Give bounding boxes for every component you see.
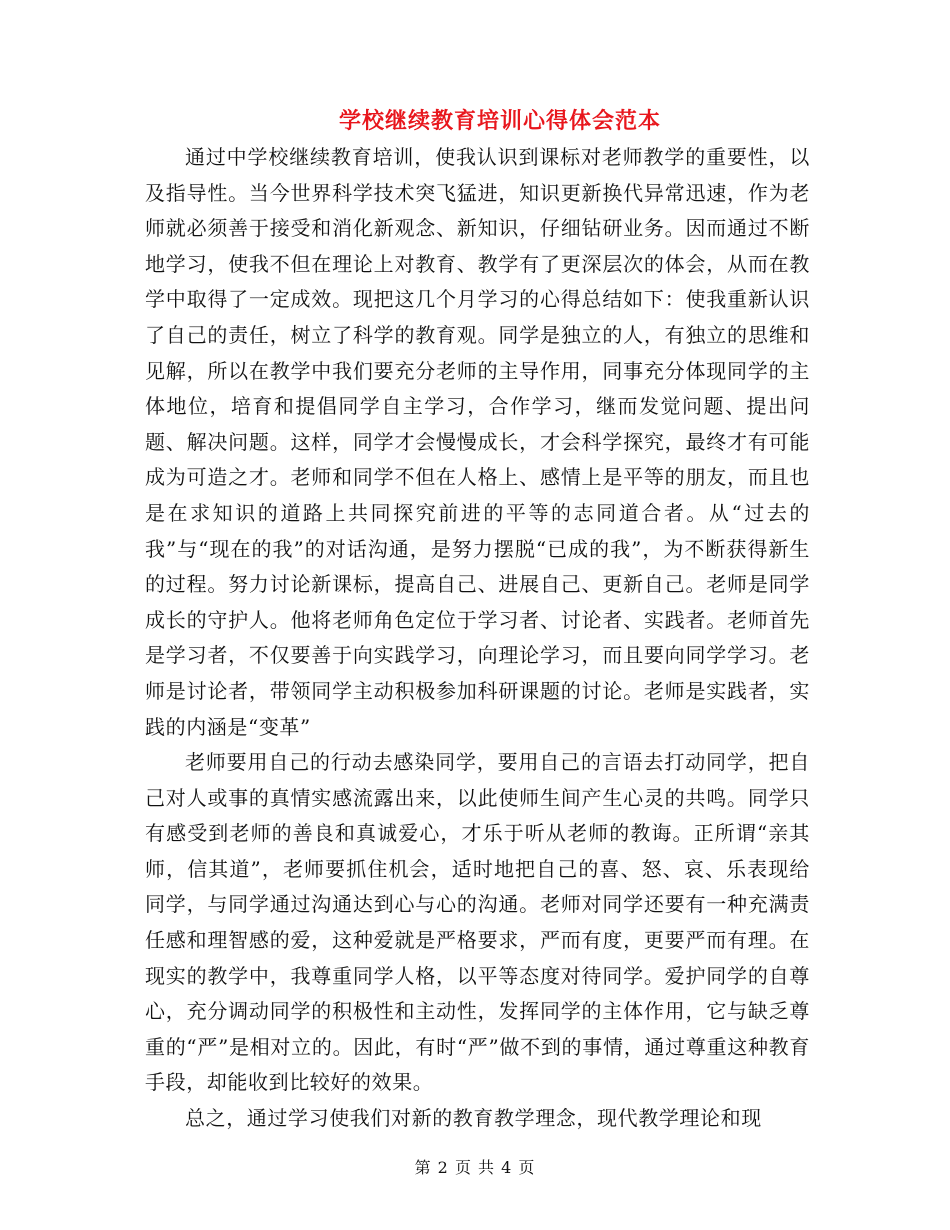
document-body (145, 140, 810, 1137)
paragraph-1: 通过中学校继续教育培训，使我认识到课标对老师教学的重要性，以及指导性。当今世界科学技术突飞猛进，知识更新换代异常迅速，作为老师就必须善于接受和消化新观念、新知识，仔细钻研业务。因而通过不断地学习，使我不但在理论上对教育、教学有了更深层次的体会，从而在教学中取得了一定成效。现把这几个月学习的心得总结如下：使我重新认识了自己的责任，树立了科学的教育观。同学是独立的人，有独立的思维和见解，所以在教学中我们要充分老师的主导作用，同事充分体现同学的主体地位，培育和提倡同学自主学习，合作学习，继而发觉问题、提出问题、解决问题。这样，同学才会慢慢成长，才会科学探究，最终才有可能成为可造之才。老师和同学不但在人格上、感情上是平等的朋友，而且也是在求知识的道路上共同探究前进的平等的志同道合者。从“过去的我”与“现在的我”的对话沟通，是努力摆脱“已成的我”，为不断获得新生的过程。努力讨论新课标，提高自己、进展自己、更新自己。老师是同学成长的守护人。他将老师角色定位于学习者、讨论者、实践者。老师首先是学习者，不仅要善于向实践学习，向理论学习，而且要向同学学习。老师是讨论者，带领同学主动积极参加科研课题的讨论。老师是实践者，实践的内涵是“变革” (145, 145, 810, 739)
page-number-footer: 第 2 页 共 4 页 (414, 1158, 536, 1177)
paragraph-2: 老师要用自己的行动去感染同学，要用自己的言语去打动同学，把自己对人或事的真情实感流露出来，以此使师生间产生心灵的共鸣。同学只有感受到老师的善良和真诚爱心，才乐于听从老师的教诲。正所谓“亲其师，信其道”，老师要抓住机会，适时地把自己的喜、怒、哀、乐表现给同学，与同学通过沟通达到心与心的沟通。老师对同学还要有一种充满责任感和理智感的爱，这种爱就是严格要求，严而有度，更要严而有理。在现实的教学中，我尊重同学人格，以平等态度对待同学。爱护同学的自尊心，充分调动同学的积极性和主动性，发挥同学的主体作用，它与缺乏尊重的“严”是相对立的。因此，有时“严”做不到的事情，通过尊重这种教育手段，却能收到比较好的效果。 (145, 750, 810, 1095)
document-title: 学校继续教育培训心得体会范本 (338, 108, 661, 134)
paragraph-3: 总之，通过学习使我们对新的教育教学理念，现代教学理论和现 (185, 1106, 762, 1131)
